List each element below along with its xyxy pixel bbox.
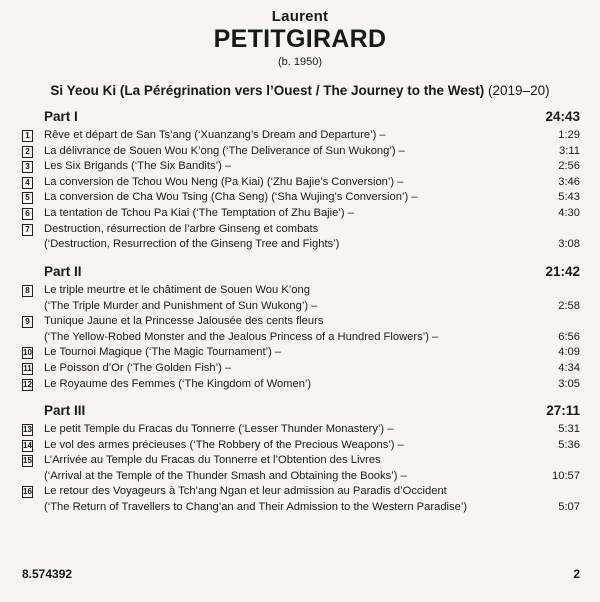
track-duration: 2:58 (558, 299, 580, 312)
catalog-number: 8.574392 (22, 567, 73, 581)
track-row (22, 206, 580, 222)
track-title-line: Le retour des Voyageurs à Tch’ang Ngan et leur admission au Paradis d’Occident (44, 485, 447, 498)
track-row (22, 283, 580, 314)
track-row (22, 128, 580, 144)
track-number-box: 2 (22, 146, 33, 158)
track-number-box: 11 (23, 363, 32, 373)
track-title-line: Destruction, résurrection de l’arbre Ginseng et combats (44, 222, 319, 235)
part-3-section (22, 403, 580, 516)
track-number-box: 5 (22, 192, 33, 204)
track-duration: 4:30 (558, 206, 580, 219)
track-duration: 5:07 (558, 500, 580, 513)
track-title-line: La conversion de Cha Wou Tsing (Cha Seng) (‘Sha Wujing’s Conversion’) – (44, 191, 418, 204)
track-row (22, 175, 580, 191)
track-row (22, 484, 580, 515)
track-title-line: Le petit Temple du Fracas du Tonnerre (‘Lesser Thunder Monastery’) – (44, 423, 394, 435)
track-row (22, 453, 580, 484)
work-title (0, 82, 600, 100)
track-title-line: (‘The Return of Travellers to Chang’an and Their Admission to the Western Paradise’) (44, 500, 468, 513)
composer-header (0, 8, 600, 70)
track-title-line: (‘The Yellow-Robed Monster and the Jealous Princess of a Hundred Flowers’) – (44, 330, 439, 343)
track-row (22, 345, 580, 361)
track-number-box: 12 (23, 379, 32, 389)
track-number-box: 7 (22, 224, 33, 236)
composer-first-name: Laurent (271, 8, 329, 25)
track-row (22, 422, 580, 438)
track-row (22, 190, 580, 206)
part-total-duration: 21:42 (545, 264, 580, 279)
track-title-line: Les Six Brigands (‘The Six Bandits’) – (44, 160, 232, 173)
track-title-line: Le triple meurtre et le châtiment de Souen Wou K’ong (44, 284, 310, 296)
page-number: 2 (573, 567, 580, 581)
track-duration: 4:09 (558, 346, 580, 359)
part-label: Part II (44, 264, 82, 279)
track-row (22, 159, 580, 175)
track-title-line: La tentation de Tchou Pa Kiai (‘The Temptation of Zhu Bajie’) – (44, 206, 354, 219)
track-duration: 6:56 (558, 330, 580, 343)
track-duration: 5:36 (558, 438, 580, 451)
track-duration: 4:34 (558, 361, 580, 374)
track-duration: 3:46 (558, 175, 580, 188)
part-label: Part III (44, 403, 86, 418)
track-duration: 3:05 (558, 377, 580, 390)
work-title-text: Si Yeou Ki (La Pérégrination vers l’Ouest / The Journey to the West) (50, 83, 485, 98)
track-number-box: 15 (23, 456, 32, 466)
track-row (22, 144, 580, 160)
track-title-line: Le Royaume des Femmes (‘The Kingdom of Women’) (44, 377, 312, 390)
part-2-section (22, 264, 580, 392)
part-label: Part I (44, 109, 78, 124)
track-row (22, 438, 580, 454)
track-number-box: 9 (22, 316, 33, 328)
work-year: (2019–20) (488, 83, 550, 98)
composer-dates: (b. 1950) (277, 56, 323, 68)
track-number-box: 10 (23, 348, 32, 358)
track-number-box: 1 (22, 130, 33, 142)
track-number-box: 8 (22, 285, 33, 297)
track-title-line: Rêve et départ de San Ts’ang (‘Xuanzang’s Dream and Departure’) – (44, 129, 386, 141)
track-number-box: 14 (23, 440, 32, 450)
part-heading (22, 109, 580, 125)
track-title-line: L’Arrivée au Temple du Fracas du Tonnerre et l’Obtention des Livres (44, 454, 381, 467)
track-title-line: (‘The Triple Murder and Punishment of Sun Wukong’) – (44, 299, 318, 312)
track-title-line: La conversion de Tchou Wou Neng (Pa Kiai) (‘Zhu Bajie’s Conversion’) – (44, 175, 404, 188)
part-total-duration: 24:43 (545, 109, 580, 124)
track-title-line: Le vol des armes précieuses (‘The Robbery of the Precious Weapons’) – (44, 438, 404, 451)
track-number-box: 13 (23, 425, 32, 434)
track-number-box: 3 (22, 161, 33, 173)
track-title-line: Le Tournoi Magique (‘The Magic Tournament’) – (44, 346, 282, 359)
track-title-line: (‘Arrival at the Temple of the Thunder Smash and Obtaining the Books’) – (44, 469, 407, 482)
part-heading (22, 403, 580, 419)
track-duration: 5:31 (558, 423, 580, 435)
part-1-section (22, 109, 580, 253)
track-row (22, 361, 580, 377)
track-duration: 5:43 (558, 191, 580, 204)
track-title-line: Tunique Jaune et la Princesse Jalousée des cents fleurs (44, 315, 324, 328)
track-row (22, 222, 580, 253)
track-number-box: 4 (22, 177, 33, 189)
track-number-box: 6 (22, 208, 33, 220)
track-row (22, 314, 580, 345)
track-number-box: 16 (23, 487, 32, 497)
track-duration: 10:57 (552, 469, 580, 482)
track-title-line: (‘Destruction, Resurrection of the Ginseng Tree and Fights’) (44, 238, 340, 251)
track-duration: 1:29 (558, 129, 580, 141)
track-title-line: Le Poisson d’Or (‘The Golden Fish’) – (44, 361, 232, 374)
track-title-line: La délivrance de Souen Wou K’ong (‘The Deliverance of Sun Wukong’) – (44, 144, 405, 157)
part-heading (22, 264, 580, 280)
track-duration: 2:56 (558, 160, 580, 173)
composer-surname: PETITGIRARD (213, 25, 387, 53)
track-row (22, 377, 580, 393)
track-duration: 3:08 (558, 238, 580, 251)
track-duration: 3:11 (559, 144, 580, 157)
part-total-duration: 27:11 (546, 403, 580, 418)
